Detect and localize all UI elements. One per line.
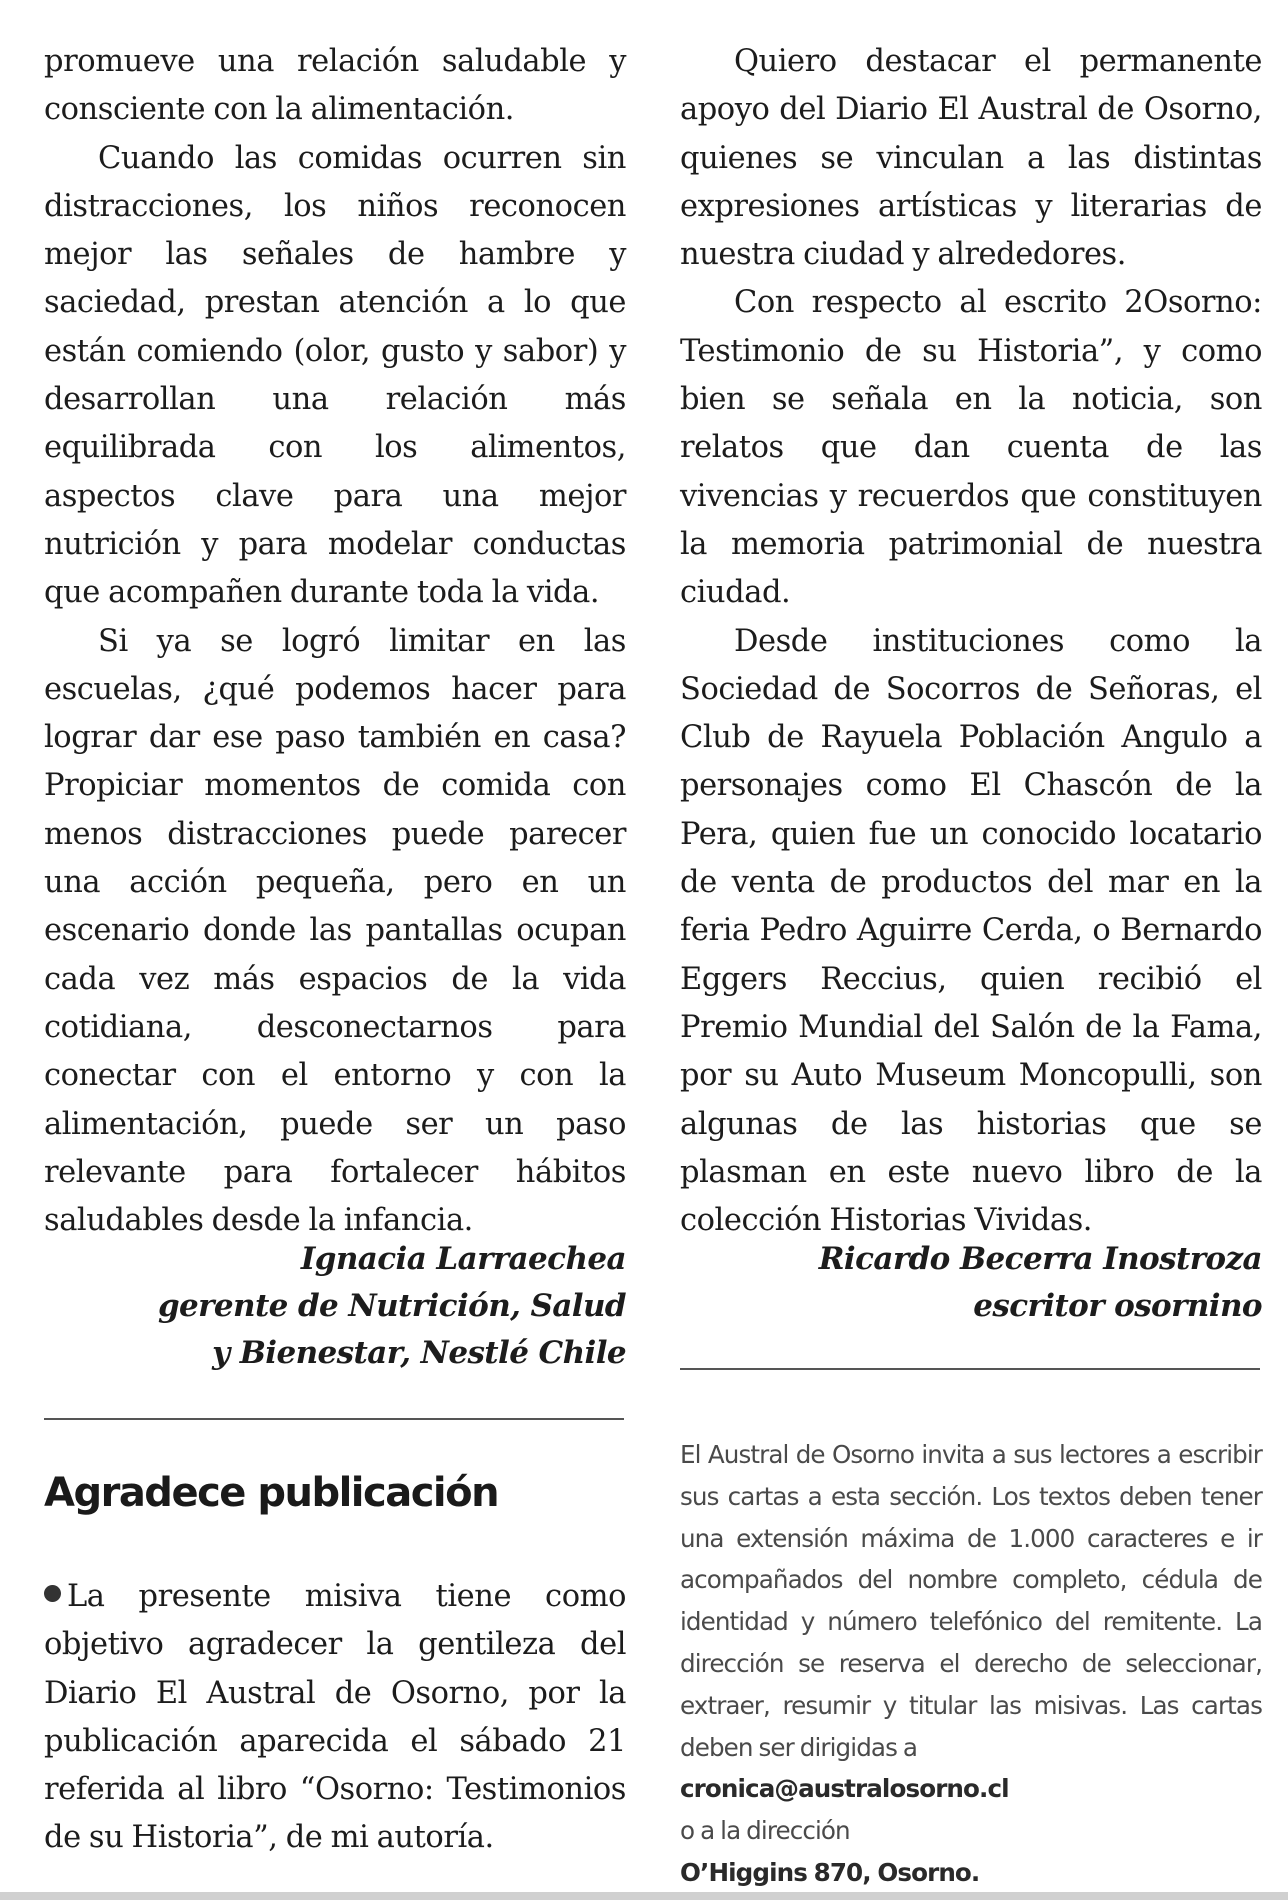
info-connector: o a la dirección: [680, 1816, 850, 1846]
left-paragraph-2: Cuando las comidas ocurren sin distracciones, los niños reconocen mejor las señales de hambre y saciedad, prestan atención a lo que están comiendo (olor, gusto y sabor) y desarrollan una relación más equilibrada con los alimentos, aspectos clave para una mejor nutrición y para modelar conductas que acompañen durante toda la vida.: [44, 140, 626, 611]
left-signature-role-1: gerente de Nutrición, Salud: [157, 1288, 626, 1324]
left-signature-role-2: y Bienestar, Nestlé Chile: [212, 1335, 626, 1371]
right-paragraph-2: Con respecto al escrito 2Osorno: Testimonio de su Historia”, y como bien se señala en la noticia, son relatos que dan cuenta de las vivencias y recuerdos que constituyen la memoria patrimonial de nuestra ciudad.: [680, 285, 1262, 611]
left-paragraph-1: promueve una relación saludable y consciente con la alimentación.: [44, 44, 626, 128]
second-letter-body: [44, 1573, 626, 1863]
right-paragraph-3: Desde instituciones como la Sociedad de Socorros de Señoras, el Club de Rayuela Población Angulo a personajes como El Chascón de la Pera, quien fue un conocido locatario de venta de productos del mar en la feria Pedro Aguirre Cerda, o Bernardo Eggers Reccius, quien recibió el Premio Mundial del Salón de la Fama, por su Auto Museum Moncopulli, son algunas de las historias que se plasman en este nuevo libro de la colección Historias Vividas.: [680, 623, 1262, 1239]
left-column: [44, 38, 626, 1245]
second-letter-text: La presente misiva tiene como objetivo agradecer la gentileza del Diario El Austral de Osorno, por la publicación aparecida el sábado 21 referida al libro “Osorno: Testimonios de su Historia”, de mi autoría.: [44, 1579, 626, 1856]
right-signature-role: escritor osornino: [973, 1288, 1262, 1324]
right-signature: [680, 1236, 1262, 1330]
right-column: [680, 38, 1262, 1245]
right-paragraph-1: Quiero destacar el permanente apoyo del Diario El Austral de Osorno, quienes se vinculan a las distintas expresiones artísticas y literarias de nuestra ciudad y alrededores.: [680, 44, 1262, 273]
letter-headline: Agradece publicación: [44, 1470, 499, 1516]
right-divider: [680, 1368, 1260, 1370]
bottom-border: [0, 1892, 1288, 1900]
bullet-icon: [44, 1585, 61, 1602]
info-text: El Austral de Osorno invita a sus lectores a escribir sus cartas a esta sección. Los textos deben tener una extensión máxima de 1.000 caracteres e ir acompañados del nombre completo, cédula de identidad y número telefónico del remitente. La dirección se reserva el derecho de seleccionar, extraer, resumir y titular las misivas. Las cartas deben ser dirigidas a: [680, 1440, 1262, 1762]
left-divider: [44, 1418, 624, 1420]
right-signature-name: Ricardo Becerra Inostroza: [818, 1241, 1262, 1277]
left-paragraph-3: Si ya se logró limitar en las escuelas, ¿qué podemos hacer para lograr dar ese paso también en casa? Propiciar momentos de comida con menos distracciones puede parecer una acción pequeña, pero en un escenario donde las pantallas ocupan cada vez más espacios de la vida cotidiana, desconectarnos para conectar con el entorno y con la alimentación, puede ser un paso relevante para fortalecer hábitos saludables desde la infancia.: [44, 623, 626, 1239]
info-email: cronica@australosorno.cl: [680, 1774, 1009, 1804]
info-box: [680, 1434, 1262, 1894]
info-address: O’Higgins 870, Osorno.: [680, 1857, 980, 1887]
second-letter: [44, 1573, 626, 1863]
left-signature: [44, 1236, 626, 1377]
left-signature-name: Ignacia Larraechea: [300, 1241, 626, 1277]
